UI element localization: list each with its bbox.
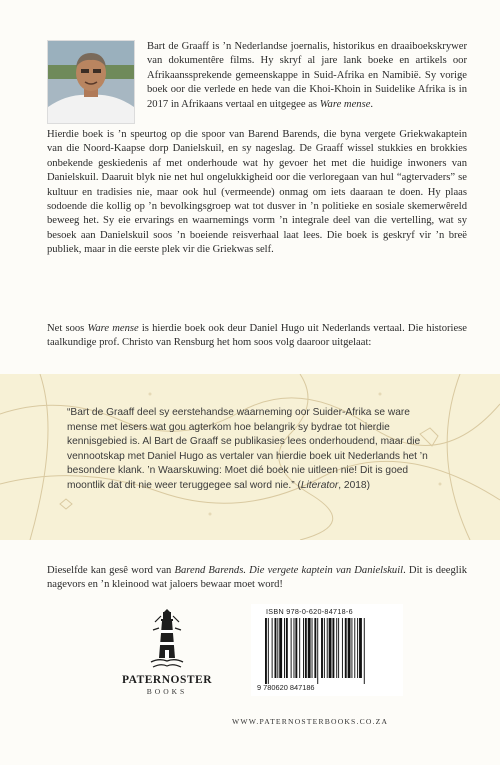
closing-paragraph	[47, 564, 467, 593]
translation-rest: is hierdie boek ook deur Daniel Hugo uit Nederlands vertaal. Die historiese taalkundige prof. Christo van Rensburg het hom soos volg daaroor uitgelaat:	[47, 323, 467, 349]
barcode-bar	[275, 618, 277, 678]
isbn-label: ISBN 978-0-620-84718-6	[266, 607, 353, 616]
translation-book-title: Ware mense	[87, 323, 139, 334]
publisher-website: WWW.PATERNOSTERBOOKS.CO.ZA	[232, 717, 389, 726]
barcode-digits: 9 780620 847186	[257, 683, 315, 692]
barcode-bar	[268, 618, 269, 684]
review-quote	[67, 406, 435, 494]
barcode-bar	[351, 618, 352, 678]
barcode-bar	[354, 618, 355, 678]
author-name: Bart de Graaff	[147, 41, 210, 52]
barcode-bar	[342, 618, 343, 678]
author-bio-end: .	[370, 98, 374, 110]
barcode-bar	[299, 618, 300, 678]
barcode-bar	[332, 618, 334, 678]
barcode-bar	[295, 618, 297, 678]
barcode-bar	[317, 618, 318, 684]
publisher-subtitle: BOOKS	[146, 687, 188, 696]
barcode-bar	[336, 618, 337, 678]
author-bio-book-title: Ware mense	[319, 98, 371, 110]
barcode-bar	[364, 618, 365, 684]
barcode-bar	[277, 618, 278, 678]
review-quote-text: “Bart de Graaff deel sy eerstehandse waarneming oor Suider-Afrika se ware mense met lesers wat gou agterkom hoe belangrik sy bydrae tot hierdie kennisgebied is. Al Bart de Graaff se publikasies lees onderhoudend, maar die vennootskap met Daniel Hugo as vertaler van hierdie boek uit Nederlands het ’n besondere klank. ’n Waarskuwing: Moet dié boek nie uitleen nie! Dit is goed moontlik dat dit nie weer teruggegee sal word nie.” (	[67, 407, 428, 491]
barcode-bar	[265, 618, 267, 684]
barcode-bar	[338, 618, 339, 678]
barcode-bar	[291, 618, 292, 678]
barcode-bar	[348, 618, 351, 678]
barcode-bar	[279, 618, 282, 678]
review-source: Literator	[300, 479, 339, 491]
barcode-bar	[327, 618, 328, 678]
barcode-bar	[312, 618, 313, 678]
isbn-barcode	[251, 604, 403, 696]
publisher-name: PATERNOSTER	[121, 674, 213, 686]
barcode-bar	[305, 618, 307, 678]
barcode-bar	[357, 618, 358, 678]
author-bio	[147, 40, 467, 112]
barcode-bar	[294, 618, 295, 678]
author-photo	[47, 40, 135, 124]
lighthouse-icon	[149, 608, 185, 670]
barcode-bar	[329, 618, 332, 678]
barcode-bar	[324, 618, 325, 678]
barcode-bar	[303, 618, 304, 678]
review-year: , 2018)	[338, 479, 370, 491]
closing-book-title: Barend Barends. Die vergete kaptein van Danielskuil	[174, 565, 404, 576]
barcode-bars	[265, 618, 389, 684]
barcode-bar	[314, 618, 316, 678]
translation-lead: Net soos	[47, 323, 88, 334]
translation-paragraph	[47, 322, 467, 351]
closing-rest: . Dit is deeglik nagevors en ’n kleinood wat jaloers bewaar moet word!	[47, 565, 467, 591]
barcode-bar	[286, 618, 288, 678]
author-bio-text: is ’n Nederlandse joernalis, historikus en draaiboekskrywer van dokumentêre films. Hy skryf al jare lank boeke en artikels oor Afrikaanssprekende gemeenskappe in Suid-Afrika en Namibië. Sy vorige boek oor die verlede en hede van die Khoi-Khoin in Suidelike Afrika is in 2017 in Afrikaans vertaal en uitgegee as	[147, 41, 467, 110]
barcode-bar	[272, 618, 273, 678]
barcode-bar	[308, 618, 311, 678]
author-portrait-image	[48, 41, 134, 123]
publisher-logo	[112, 608, 222, 716]
barcode-bar	[284, 618, 285, 678]
barcode-bar	[359, 618, 362, 678]
description-paragraph: Hierdie boek is ’n speurtog op die spoor van Barend Barends, die byna vergete Griekwakaptein van die Noord-Kaapse dorp Danielskuil, en sy nageslag. De Graaff wissel stukkies en brokkies onbekende geskiedenis af met onderhoude wat hy gevoer het met die huidige inwoners van Danielskuil. Daaruit blyk nie net hul ongelukkigheid oor die verloregaan van hul “agtervaders” se kultuur en tradisies nie, maar ook hul (vermeende) onmag om iets daaraan te doen. Hy plaas sodoende die kollig op ’n bevolkingsgroep wat tot dusver in ’n politieke en sosiale skemerwêreld beweeg het. Sy eie ervarings en waarnemings vorm ’n integrale deel van die vertelling, wat sy besoek aan Danielskuil soos ’n boeiende reisverhaal laat lees. Die boek is geskryf vir ’n breë publiek, maar in die eerste plek vir die Griekwas self.	[47, 129, 467, 256]
closing-lead: Dieselfde kan gesê word van	[47, 565, 175, 576]
barcode-bar	[345, 618, 347, 678]
barcode-bar	[321, 618, 323, 678]
